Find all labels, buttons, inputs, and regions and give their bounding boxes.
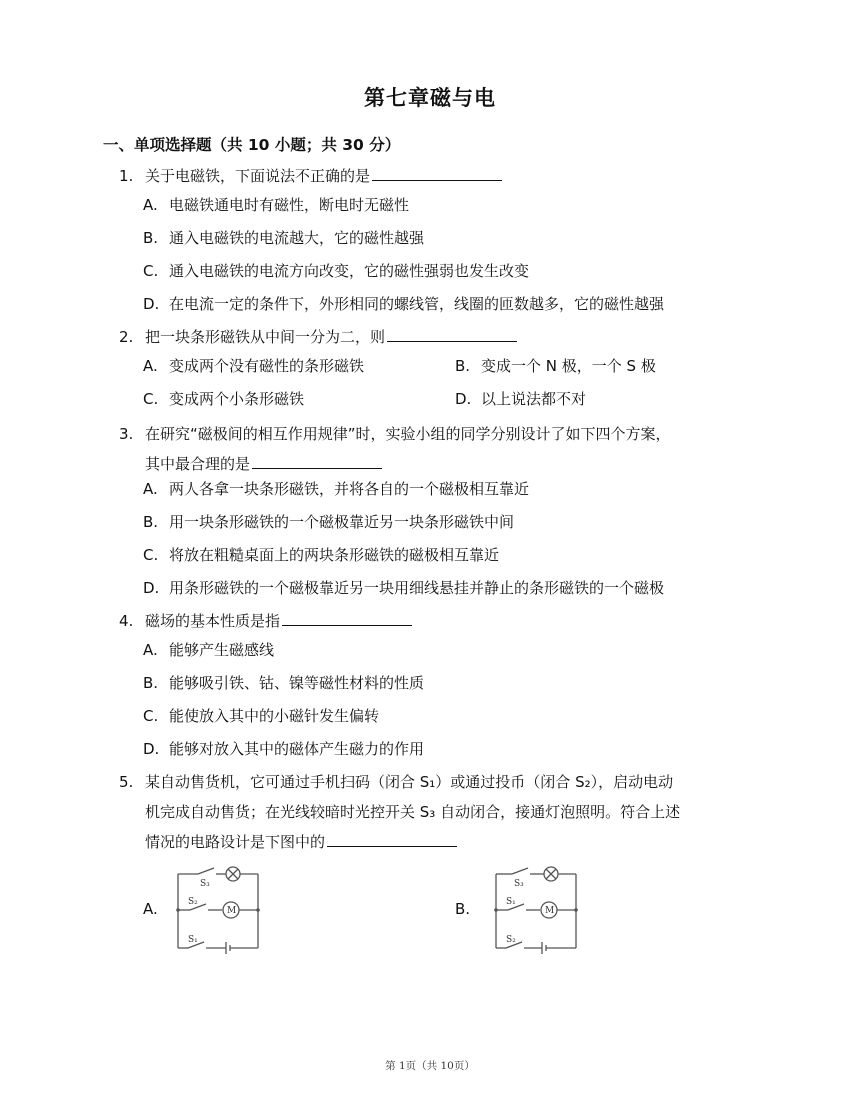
question-number: 3. [119,425,134,443]
option-letter: B. [455,357,471,375]
switch-label: S₂ [188,897,198,907]
option-text: 变成两个小条形磁铁 [169,390,305,408]
option-letter: B. [143,229,159,247]
page-title: 第七章磁与电 [364,85,496,110]
question-text-line2: 机完成自动售货；在光线较暗时光控开关 S₃ 自动闭合，接通灯泡照明。符合上述 [145,803,681,821]
question-text-line1: 在研究“磁极间的相互作用规律”时，实验小组的同学分别设计了如下四个方案， [145,425,671,443]
option-1b[interactable] [143,228,424,248]
option-letter: C. [143,262,159,280]
option-letter: C. [143,707,159,725]
option-letter: D. [455,390,472,408]
option-text: 以上说法都不对 [481,390,587,408]
option-letter: C. [143,546,159,564]
option-letter: A. [143,641,158,659]
question-text-line3: 情况的电路设计是下图中的 [145,833,326,851]
option-text: 两人各拿一块条形磁铁，并将各自的一个磁极相互靠近 [169,480,530,498]
option-letter: A. [143,480,158,498]
option-4a[interactable] [143,640,274,660]
option-letter: A. [143,357,158,375]
option-letter: D. [143,295,160,313]
option-1a[interactable] [143,195,409,215]
answer-blank[interactable] [372,162,502,181]
switch-label: S₁ [188,935,198,945]
question-5-stem [119,767,769,857]
circuit-diagram-a [170,860,270,956]
svg-text:M: M [545,906,555,916]
switch-label: S₂ [506,935,516,945]
question-text: 关于电磁铁，下面说法不正确的是 [145,167,371,185]
option-2c[interactable] [143,389,304,409]
question-1-stem [119,161,769,191]
question-number: 1. [119,167,134,185]
option-letter: B. [143,674,159,692]
option-letter: B. [143,513,159,531]
option-4c[interactable] [143,706,379,726]
option-text: 电磁铁通电时有磁性，断电时无磁性 [169,196,410,214]
option-3a[interactable] [143,479,529,499]
option-text: 用条形磁铁的一个磁极靠近另一块用细线悬挂并静止的条形磁铁的一个磁极 [169,579,665,597]
option-letter: D. [143,579,160,597]
option-4d[interactable] [143,739,424,759]
answer-blank[interactable] [327,828,457,847]
question-number: 2. [119,328,134,346]
option-2a[interactable] [143,356,364,376]
option-text: 将放在粗糙桌面上的两块条形磁铁的磁极相互靠近 [169,546,500,564]
question-text: 磁场的基本性质是指 [145,612,281,630]
option-1c[interactable] [143,261,529,281]
question-2-stem [119,322,769,352]
option-text: 通入电磁铁的电流方向改变，它的磁性强弱也发生改变 [169,262,530,280]
option-text: 能够对放入其中的磁体产生磁力的作用 [169,740,425,758]
page-footer: 第 1页（共 10页） [385,1060,475,1072]
question-text-line2: 其中最合理的是 [145,455,251,473]
option-text: 变成一个 N 极，一个 S 极 [481,357,656,375]
option-4b[interactable] [143,673,424,693]
option-2b[interactable] [455,356,656,376]
option-3c[interactable] [143,545,499,565]
option-5a-label[interactable]: A. [143,900,158,918]
circuit-diagram-b [488,860,588,956]
question-text-line1: 某自动售货机，它可通过手机扫码（闭合 S₁）或通过投币（闭合 S₂），启动电动 [145,773,674,791]
option-text: 用一块条形磁铁的一个磁极靠近另一块条形磁铁中间 [169,513,515,531]
section-heading: 一、单项选择题（共 10 小题；共 30 分） [103,136,401,154]
option-3d[interactable] [143,578,664,598]
svg-text:M: M [227,906,237,916]
option-text: 在电流一定的条件下，外形相同的螺线管，线圈的匝数越多，它的磁性越强 [169,295,665,313]
answer-blank[interactable] [282,607,412,626]
answer-blank[interactable] [252,450,382,469]
option-text: 能够吸引铁、钴、镍等磁性材料的性质 [169,674,425,692]
option-text: 能使放入其中的小磁针发生偏转 [169,707,380,725]
option-1d[interactable] [143,294,664,314]
option-letter: C. [143,390,159,408]
question-number: 4. [119,612,134,630]
switch-label: S₃ [200,879,210,889]
option-text: 变成两个没有磁性的条形磁铁 [169,357,365,375]
option-text: 能够产生磁感线 [169,641,275,659]
option-2d[interactable] [455,389,586,409]
option-text: 通入电磁铁的电流越大，它的磁性越强 [169,229,425,247]
question-text: 把一块条形磁铁从中间一分为二，则 [145,328,386,346]
question-4-stem [119,606,769,636]
question-3-stem [119,419,769,479]
option-letter: D. [143,740,160,758]
question-number: 5. [119,773,134,791]
option-letter: A. [143,196,158,214]
option-3b[interactable] [143,512,514,532]
answer-blank[interactable] [387,323,517,342]
option-5b-label[interactable]: B. [455,900,471,918]
switch-label: S₁ [506,897,516,907]
switch-label: S₃ [514,879,524,889]
